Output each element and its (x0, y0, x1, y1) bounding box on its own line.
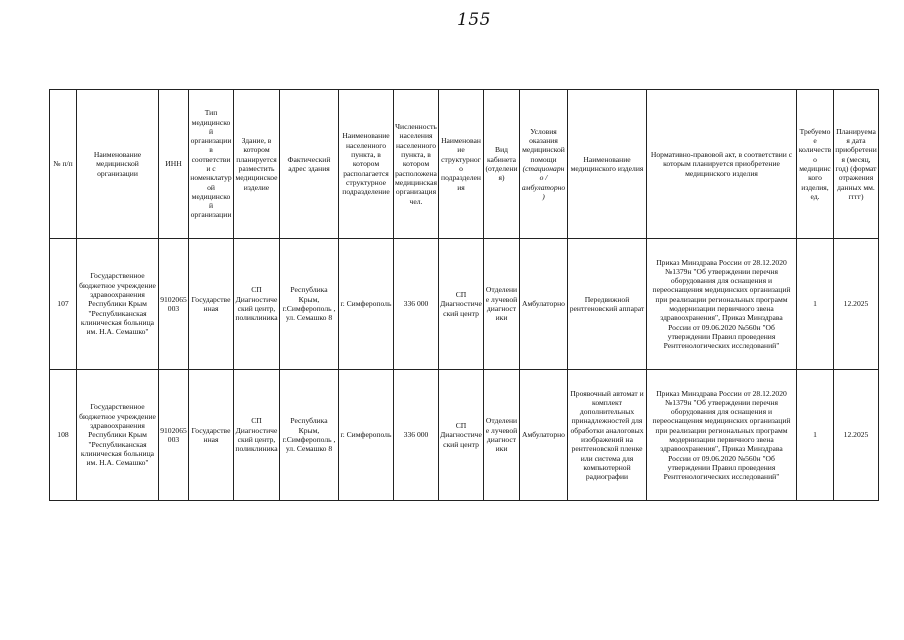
col-header-org-type: Тип медицинской организации в соответствии с номенклатурой медицинской организации (189, 90, 234, 239)
cell-org-type: Государственная (189, 370, 234, 501)
cell-population: 336 000 (394, 370, 439, 501)
page-number: 155 (457, 10, 491, 30)
table-row (50, 239, 879, 370)
col-header-population: Численность населения населенного пункта, в котором расположена медицинская организация чел. (394, 90, 439, 239)
col-header-building: Здание, в котором планируется разместить медицинское изделие (234, 90, 280, 239)
table-row (50, 370, 879, 501)
col-header-conditions-note: (стационарно / амбулаторно) (521, 164, 566, 201)
col-header-org-name: Наименование медицинской организации (77, 90, 159, 239)
cell-date: 12.2025 (834, 370, 879, 501)
col-header-address: Фактический адрес здания (280, 90, 339, 239)
cell-building: СП Диагностический центр, поликлиника (234, 239, 280, 370)
cell-num: 107 (50, 239, 77, 370)
cell-inn: 9102065003 (159, 239, 189, 370)
cell-address: Республика Крым, г.Симферополь , ул. Семашко 8 (280, 370, 339, 501)
equipment-table (49, 89, 879, 501)
col-header-conditions (520, 90, 568, 239)
cell-conditions: Амбулаторно (520, 239, 568, 370)
cell-building: СП Диагностический центр, поликлиника (234, 370, 280, 501)
cell-cabinet: Отделение лучевой диагностики (484, 370, 520, 501)
col-header-qty: Требуемое количество медицинского изделия, ед. (797, 90, 834, 239)
cell-qty: 1 (797, 239, 834, 370)
cell-org-type: Государственная (189, 239, 234, 370)
cell-org-name: Государственное бюджетное учреждение здравоохранения Республики Крым "Республиканская клиническая больница им. Н.А. Семашко" (77, 370, 159, 501)
cell-device: Передвижной рентгеновский аппарат (568, 239, 647, 370)
cell-population: 336 000 (394, 239, 439, 370)
col-header-conditions-label: Условия оказания медицинской помощи (522, 126, 565, 164)
cell-act: Приказ Минздрава России от 28.12.2020 №1379н "Об утверждении перечня оборудования для оснащения и переоснащения медицинских организаций при реализации региональных программ модернизации первичного звена здравоохранения", Приказ Минздрава России от 09.06.2020 №560н "Об утверждении Правил проведения Рентгенологических исследований" (647, 370, 797, 501)
col-header-inn: ИНН (159, 90, 189, 239)
cell-qty: 1 (797, 370, 834, 501)
cell-num: 108 (50, 370, 77, 501)
cell-address: Республика Крым, г.Симферополь , ул. Семашко 8 (280, 239, 339, 370)
cell-act: Приказ Минздрава России от 28.12.2020 №1379н "Об утверждении перечня оборудования для оснащения и переоснащения медицинских организаций при реализации региональных программ модернизации первичного звена здравоохранения", Приказ Минздрава России от 09.06.2020 №560н "Об утверждении Правил проведения Рентгенологических исследований" (647, 239, 797, 370)
cell-subdivision: СП Диагностический центр (439, 370, 484, 501)
col-header-locality: Наименование населенного пункта, в котором располагается структурное подразделение (339, 90, 394, 239)
col-header-date: Планируемая дата приобретения (месяц, год) (формат отражения данных мм. гггг) (834, 90, 879, 239)
col-header-act: Нормативно-правовой акт, в соответствии с которым планируется приобретение медицинского изделия (647, 90, 797, 239)
cell-date: 12.2025 (834, 239, 879, 370)
cell-locality: г. Симферополь (339, 370, 394, 501)
cell-device: Проявочный автомат и комплект дополнительных принадлежностей для обработки аналоговых изображений на рентгеновской пленке или система для компьютерной радиографии (568, 370, 647, 501)
header-row (50, 90, 879, 239)
cell-inn: 9102065003 (159, 370, 189, 501)
cell-org-name: Государственное бюджетное учреждение здравоохранения Республики Крым "Республиканская клиническая больница им. Н.А. Семашко" (77, 239, 159, 370)
col-header-num: № п/п (50, 90, 77, 239)
cell-subdivision: СП Диагностический центр (439, 239, 484, 370)
col-header-subdivision: Наименование структурного подразделения (439, 90, 484, 239)
col-header-cabinet: Вид кабинета (отделения) (484, 90, 520, 239)
cell-cabinet: Отделение лучевой диагностики (484, 239, 520, 370)
col-header-device: Наименование медицинского изделия (568, 90, 647, 239)
cell-locality: г. Симферополь (339, 239, 394, 370)
cell-conditions: Амбулаторно (520, 370, 568, 501)
